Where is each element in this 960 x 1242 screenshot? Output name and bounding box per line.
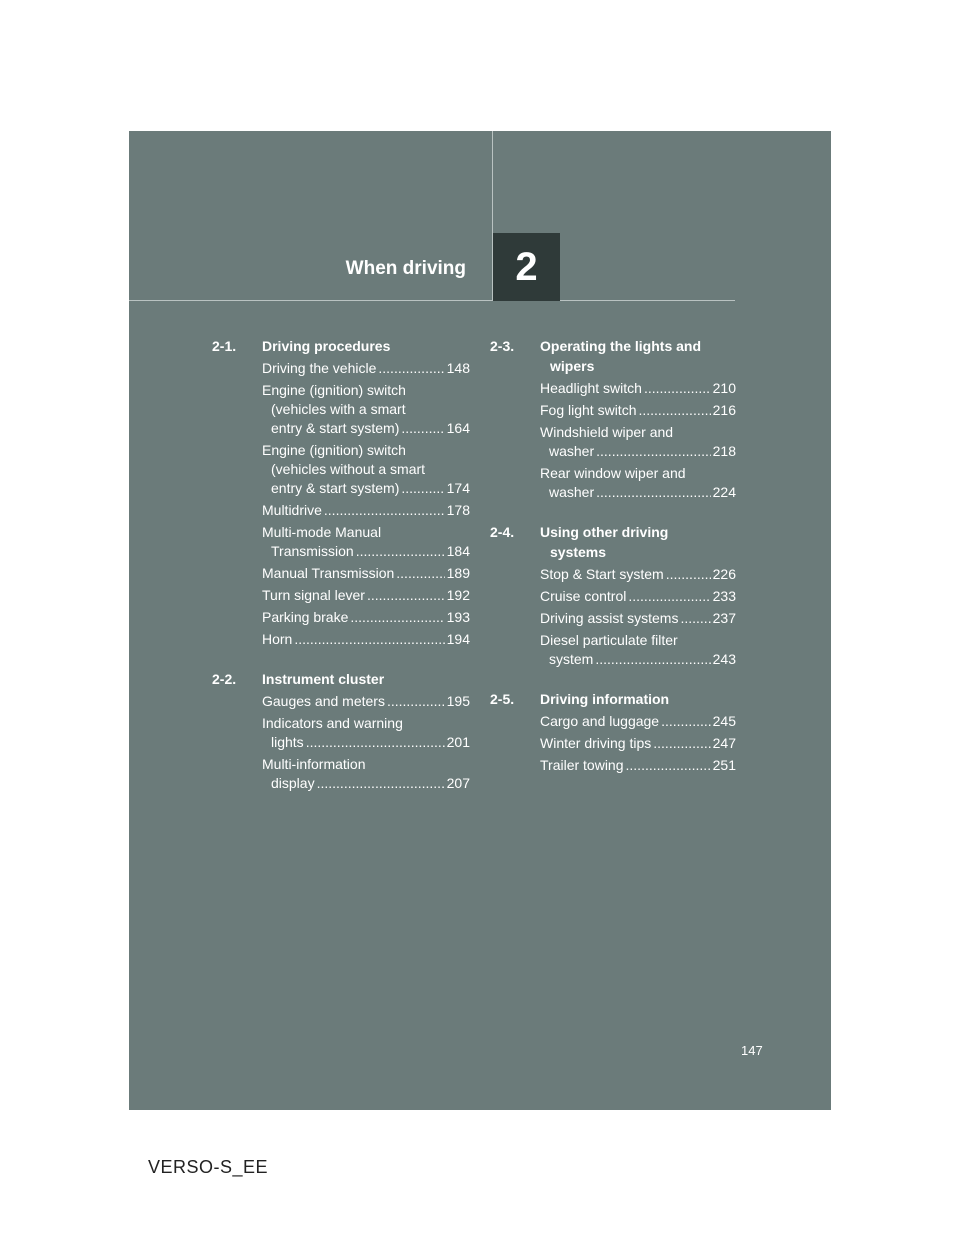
entry-text-line: Multi-mode Manual xyxy=(262,524,382,540)
entry-text-line: Diesel particulate filter xyxy=(540,632,678,648)
entry-text-line: (vehicles without a smart xyxy=(271,461,426,477)
entry-last-line xyxy=(540,650,736,669)
toc-entry[interactable] xyxy=(540,401,736,420)
dot-leader xyxy=(324,501,445,520)
entry-last-line xyxy=(540,734,736,753)
entry-page-number: 210 xyxy=(712,380,736,396)
entry-last-line xyxy=(540,756,736,775)
entry-text-line: entry & start system) xyxy=(271,420,400,436)
entry-last-line xyxy=(540,483,736,502)
dot-leader xyxy=(367,586,445,605)
toc-entry[interactable] xyxy=(540,631,736,669)
chapter-number-badge xyxy=(493,233,560,301)
dot-leader xyxy=(638,401,710,420)
footer-code: VERSO-S_EE xyxy=(148,1157,269,1177)
entry-text-line: Multidrive xyxy=(262,502,322,518)
entry-text-line: system xyxy=(549,651,594,667)
dot-leader xyxy=(628,587,710,606)
entry-text-line: Multi-information xyxy=(262,756,366,772)
entry-page-number: 201 xyxy=(446,734,470,750)
entry-text-line: (vehicles with a smart xyxy=(271,401,406,417)
dot-leader xyxy=(644,379,711,398)
entry-text-line: Parking brake xyxy=(262,609,349,625)
entry-last-line xyxy=(262,359,470,378)
entry-page-number: 224 xyxy=(712,484,736,500)
section-title-line: Driving information xyxy=(540,691,670,707)
dot-leader xyxy=(680,609,710,628)
toc-entry[interactable] xyxy=(262,586,470,605)
entry-page-number: 148 xyxy=(446,360,470,376)
entry-page-number: 194 xyxy=(446,631,470,647)
entry-text-line: Headlight switch xyxy=(540,380,642,396)
entry-last-line xyxy=(540,712,736,731)
entry-last-line xyxy=(262,564,470,583)
toc-entry[interactable] xyxy=(540,423,736,461)
entry-last-line xyxy=(262,692,470,711)
toc-section xyxy=(490,689,736,775)
entry-last-line xyxy=(262,542,470,561)
toc-entry[interactable] xyxy=(262,359,470,378)
entry-page-number: 192 xyxy=(446,587,470,603)
section-heading xyxy=(490,336,736,376)
toc-entry[interactable] xyxy=(262,692,470,711)
entry-page-number: 245 xyxy=(712,713,736,729)
section-title xyxy=(262,336,390,356)
toc-column-right xyxy=(490,336,736,795)
toc-section xyxy=(212,669,470,793)
entry-text-line: Manual Transmission xyxy=(262,565,395,581)
entry-text-line: Cargo and luggage xyxy=(540,713,660,729)
section-title-line: Driving procedures xyxy=(262,338,391,354)
toc-entry[interactable] xyxy=(262,630,470,649)
entry-last-line xyxy=(262,586,470,605)
section-title-line: Instrument cluster xyxy=(262,671,385,687)
entry-page-number: 226 xyxy=(712,566,736,582)
entry-page-number: 247 xyxy=(712,735,736,751)
dot-leader xyxy=(317,774,445,793)
toc-entry[interactable] xyxy=(262,755,470,793)
entry-text-line: Horn xyxy=(262,631,293,647)
dot-leader xyxy=(596,442,711,461)
dot-leader xyxy=(356,542,445,561)
entry-page-number: 184 xyxy=(446,543,470,559)
entry-text-line: Gauges and meters xyxy=(262,693,385,709)
entry-last-line xyxy=(540,379,736,398)
dot-leader xyxy=(653,734,710,753)
toc-entry[interactable] xyxy=(262,441,470,498)
dot-leader xyxy=(596,483,711,502)
section-heading xyxy=(212,336,470,356)
section-number: 2-2. xyxy=(212,671,237,687)
entry-page-number: 195 xyxy=(446,693,470,709)
dot-leader xyxy=(387,692,445,711)
dot-leader xyxy=(350,608,444,627)
entry-last-line xyxy=(540,565,736,584)
dot-leader xyxy=(401,419,444,438)
entry-page-number: 251 xyxy=(712,757,736,773)
entry-last-line xyxy=(262,630,470,649)
entry-text-line: Cruise control xyxy=(540,588,627,604)
section-title xyxy=(540,336,701,376)
entry-last-line xyxy=(540,442,736,461)
entry-page-number: 164 xyxy=(446,420,470,436)
toc-entry[interactable] xyxy=(262,381,470,438)
section-title xyxy=(262,669,384,689)
entry-last-line xyxy=(540,587,736,606)
entry-last-line xyxy=(262,419,470,438)
entry-text-line: Stop & Start system xyxy=(540,566,664,582)
toc-entry[interactable] xyxy=(540,609,736,628)
dot-leader xyxy=(306,733,445,752)
dot-leader xyxy=(294,630,444,649)
section-number: 2-5. xyxy=(490,691,515,707)
page-number: 147 xyxy=(741,1043,763,1058)
entry-last-line xyxy=(540,609,736,628)
toc-entry[interactable] xyxy=(540,565,736,584)
section-title-line: Using other driving xyxy=(540,524,669,540)
entry-page-number: 216 xyxy=(712,402,736,418)
entry-page-number: 237 xyxy=(712,610,736,626)
toc-entry[interactable] xyxy=(540,587,736,606)
entry-last-line xyxy=(540,401,736,420)
entry-page-number: 193 xyxy=(446,609,470,625)
section-title xyxy=(540,689,669,709)
entry-page-number: 218 xyxy=(712,443,736,459)
entry-last-line xyxy=(262,733,470,752)
chapter-number: 2 xyxy=(515,244,538,289)
entry-page-number: 207 xyxy=(446,775,470,791)
entry-text-line: washer xyxy=(549,443,595,459)
dot-leader xyxy=(661,712,711,731)
entry-text-line: display xyxy=(271,775,315,791)
entry-text-line: Driving the vehicle xyxy=(262,360,377,376)
entry-last-line xyxy=(262,501,470,520)
toc-entry[interactable] xyxy=(262,523,470,561)
section-title-line: wipers xyxy=(550,358,595,374)
toc-entry[interactable] xyxy=(262,501,470,520)
dot-leader xyxy=(378,359,444,378)
toc-entry[interactable] xyxy=(262,608,470,627)
toc-entry[interactable] xyxy=(540,464,736,502)
chapter-title: When driving xyxy=(345,258,466,279)
entry-text-line: Trailer towing xyxy=(540,757,624,773)
dot-leader xyxy=(595,650,710,669)
entry-text-line: Fog light switch xyxy=(540,402,637,418)
toc-entry[interactable] xyxy=(262,714,470,752)
section-heading xyxy=(490,689,736,709)
entry-text-line: entry & start system) xyxy=(271,480,400,496)
toc-entry[interactable] xyxy=(540,712,736,731)
divider-horizontal xyxy=(129,300,735,301)
entry-text-line: Driving assist systems xyxy=(540,610,679,626)
entry-text-line: Indicators and warning xyxy=(262,715,403,731)
entry-text-line: Engine (ignition) switch xyxy=(262,382,406,398)
entry-text-line: Transmission xyxy=(271,543,354,559)
toc-section xyxy=(490,336,736,502)
section-title xyxy=(540,522,668,562)
section-number: 2-3. xyxy=(490,338,515,354)
toc-section xyxy=(490,522,736,669)
dot-leader xyxy=(626,756,711,775)
entry-last-line xyxy=(262,479,470,498)
entry-page-number: 189 xyxy=(446,565,470,581)
section-heading xyxy=(490,522,736,562)
entry-last-line xyxy=(262,774,470,793)
toc-section xyxy=(212,336,470,649)
toc-entry[interactable] xyxy=(540,756,736,775)
entry-page-number: 174 xyxy=(446,480,470,496)
toc-column-left xyxy=(212,336,470,813)
section-number: 2-1. xyxy=(212,338,237,354)
toc-entry[interactable] xyxy=(262,564,470,583)
entry-text-line: Winter driving tips xyxy=(540,735,652,751)
section-number: 2-4. xyxy=(490,524,515,540)
entry-text-line: lights xyxy=(271,734,304,750)
toc-entry[interactable] xyxy=(540,379,736,398)
entry-text-line: washer xyxy=(549,484,595,500)
entry-text-line: Windshield wiper and xyxy=(540,424,674,440)
section-title-line: systems xyxy=(550,544,607,560)
entry-page-number: 178 xyxy=(446,502,470,518)
dot-leader xyxy=(666,565,711,584)
entry-text-line: Rear window wiper and xyxy=(540,465,686,481)
section-title-line: Operating the lights and xyxy=(540,338,702,354)
entry-page-number: 243 xyxy=(712,651,736,667)
dot-leader xyxy=(401,479,444,498)
toc-entry[interactable] xyxy=(540,734,736,753)
dot-leader xyxy=(396,564,444,583)
entry-text-line: Turn signal lever xyxy=(262,587,365,603)
entry-last-line xyxy=(262,608,470,627)
entry-text-line: Engine (ignition) switch xyxy=(262,442,406,458)
section-heading xyxy=(212,669,470,689)
entry-page-number: 233 xyxy=(712,588,736,604)
